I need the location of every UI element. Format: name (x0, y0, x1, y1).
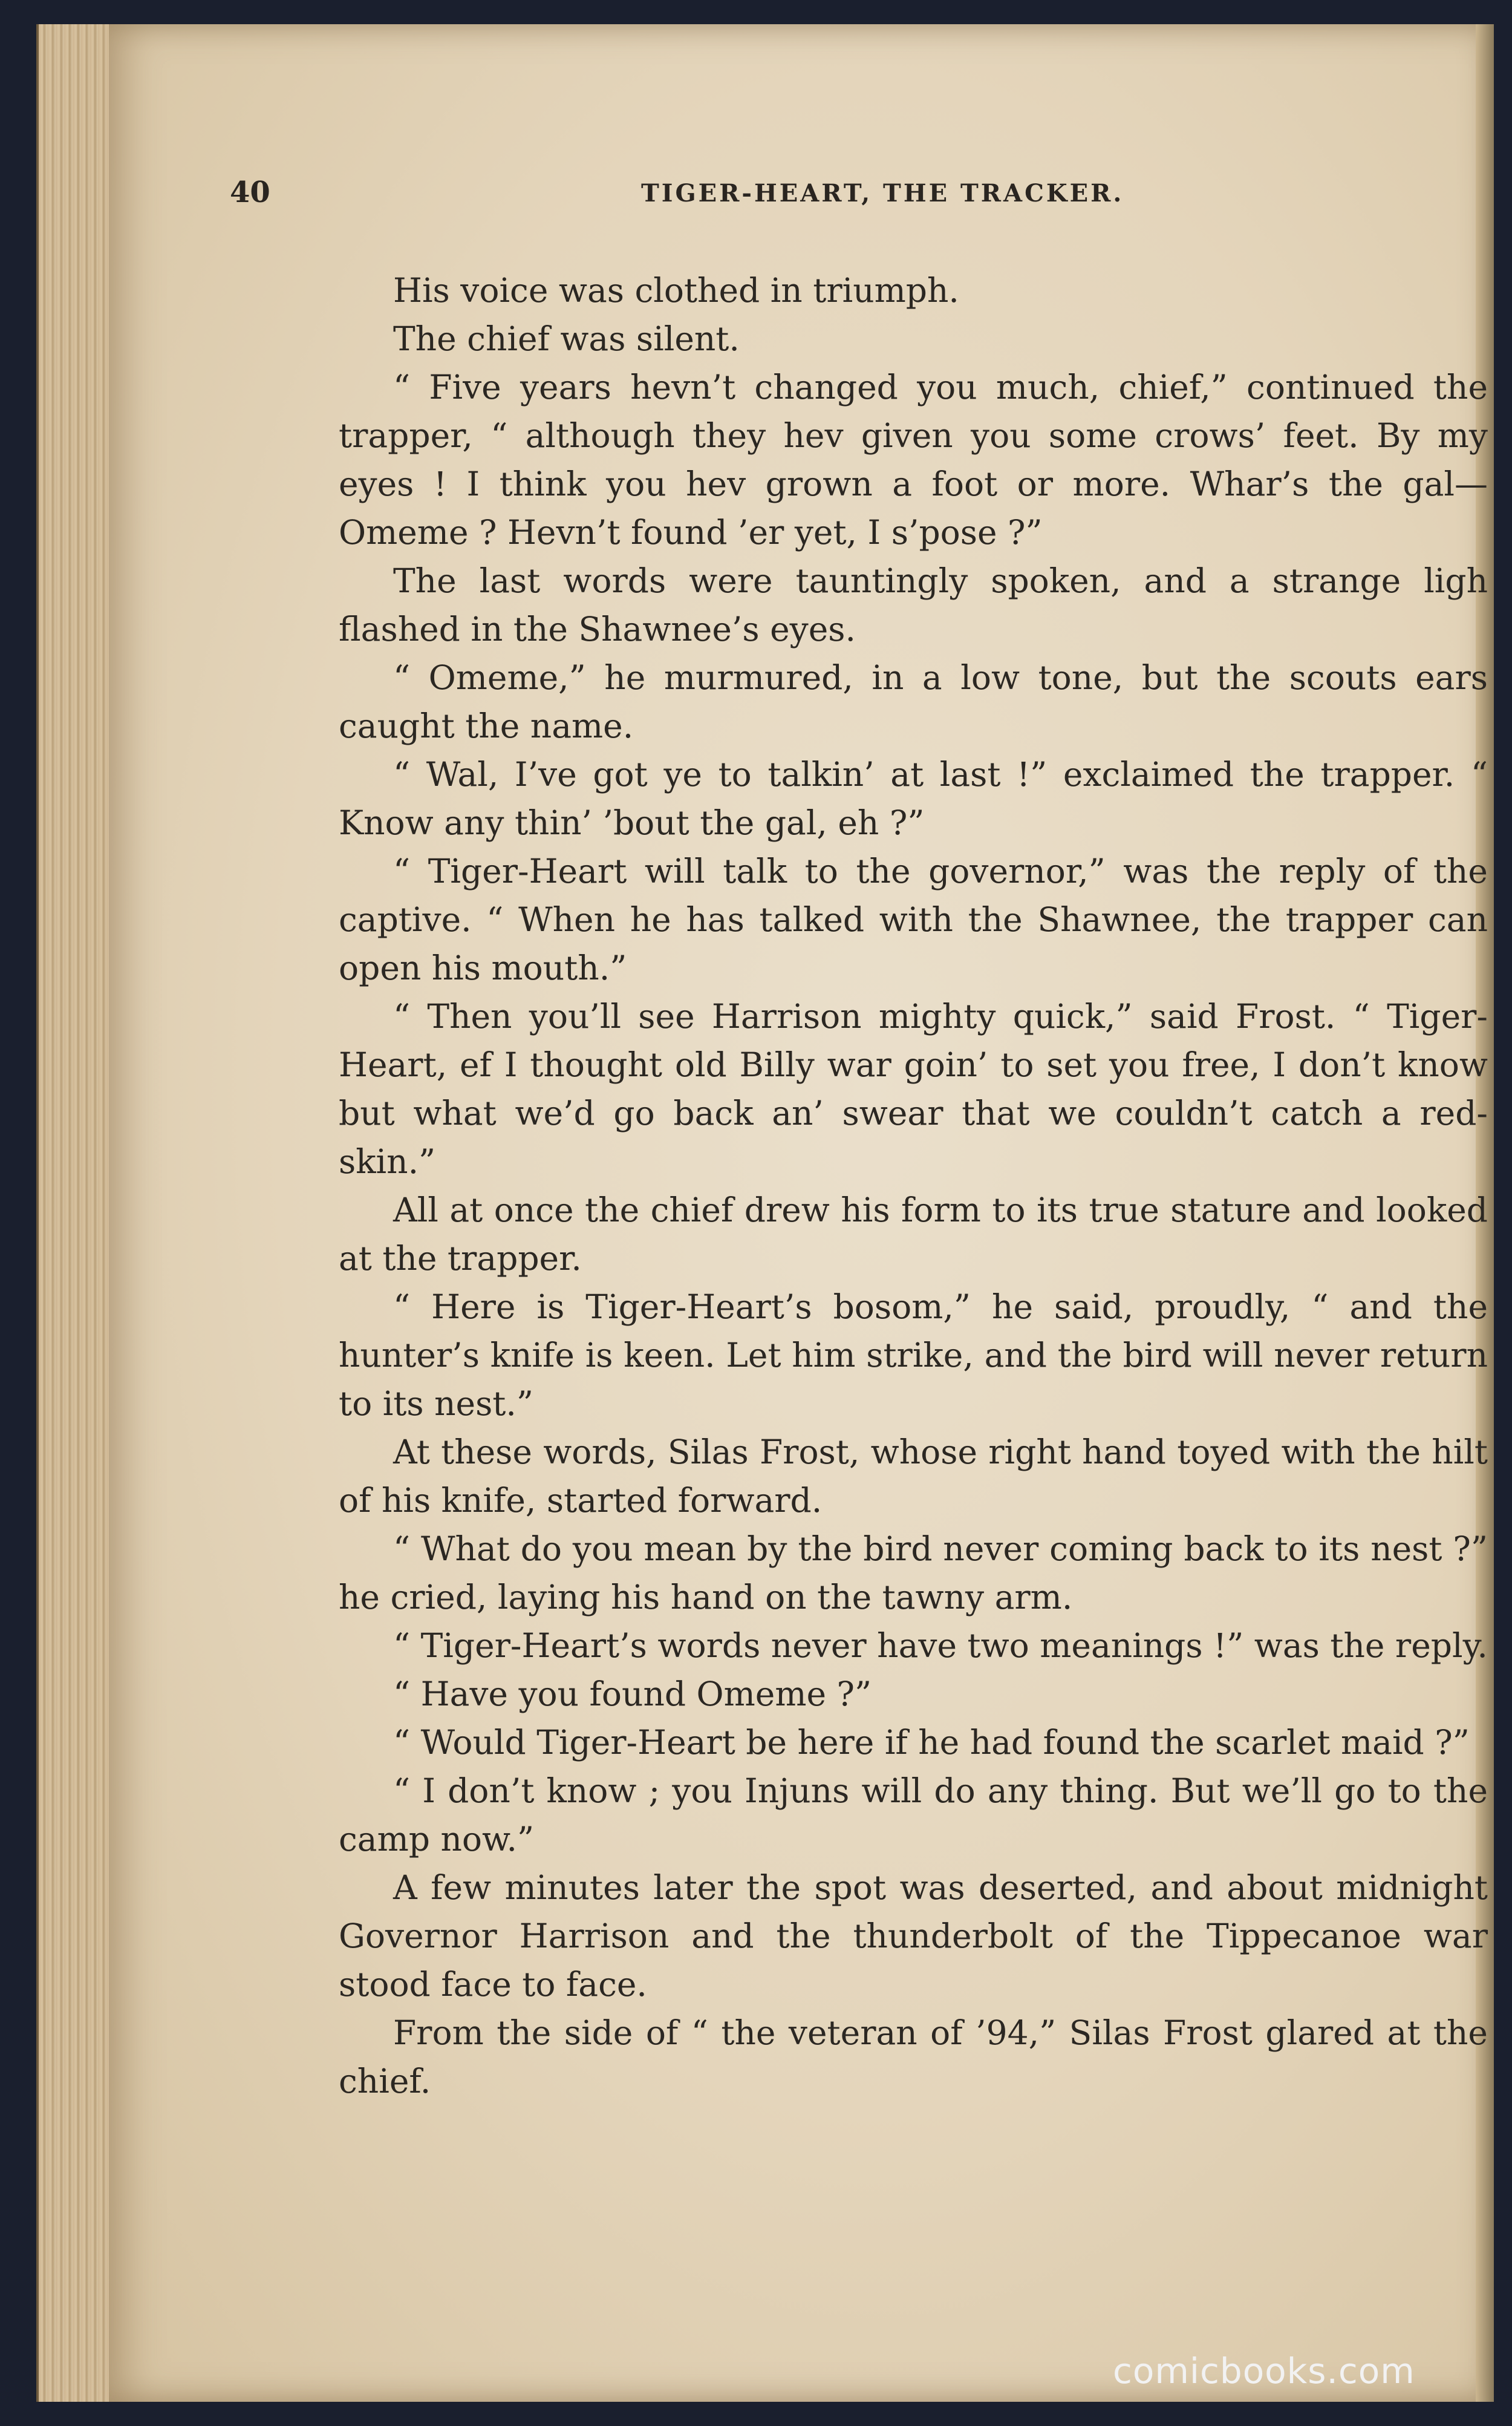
watermark-text: comicbooks.com (1113, 2350, 1415, 2392)
paragraph: The last words were tauntingly spoken, and a strange ligh flashed in the Shawnee’s eyes. (339, 561, 1488, 649)
paragraph: “ Omeme,” he murmured, in a low tone, but the scouts ears caught the name. (339, 658, 1488, 745)
paragraph: At these words, Silas Frost, whose right hand toyed with the hilt of his knife, started forward. (339, 1433, 1488, 1520)
running-title: TIGER-HEART, THE TRACKER. (641, 179, 1124, 208)
page-number: 40 (230, 175, 270, 209)
paragraph: His voice was clothed in triumph. (393, 271, 959, 310)
paragraph: A few minutes later the spot was deserted, and about midnight Governor Harrison and the thunderbolt of the Tippecanoe war stood face to face. (339, 1868, 1488, 2004)
paragraph: The chief was silent. (393, 319, 740, 358)
paragraph: “ Wal, I’ve got ye to talkin’ at last !” exclaimed the trapper. “ Know any thin’ ’bout the gal, eh ?” (339, 755, 1488, 842)
paragraph: “ Tiger-Heart will talk to the governor,” was the reply of the captive. “ When he has talked with the Shawnee, the trapper can open his mouth.” (339, 852, 1488, 987)
paragraph: “ I don’t know ; you Injuns will do any thing. But we’ll go to the camp now.” (339, 1771, 1488, 1859)
paragraph: “ What do you mean by the bird never coming back to its nest ?” he cried, laying his hand on the tawny arm. (339, 1529, 1488, 1617)
body-text (339, 266, 1488, 2105)
running-head (230, 175, 1258, 224)
paragraph: “ Here is Tiger-Heart’s bosom,” he said, proudly, “ and the hunter’s knife is keen. Let him strike, and the bird will never return to its nest.” (339, 1287, 1488, 1423)
paragraph: “ Have you found Omeme ?” (393, 1675, 872, 1713)
paragraph: “ Five years hevn’t changed you much, chief,” continued the trapper, “ although they hev given you some crows’ feet. By my eyes ! I think you hev grown a foot or more. Whar’s the gal—Omeme ? Hevn’t found ’er yet, I s’pose ?” (339, 368, 1488, 552)
paragraph: “ Tiger-Heart’s words never have two meanings !” was the reply. (393, 1626, 1488, 1665)
paragraph: From the side of “ the veteran of ’94,” Silas Frost glared at the chief. (339, 2013, 1488, 2101)
paragraph: “ Would Tiger-Heart be here if he had found the scarlet maid ?” (393, 1723, 1470, 1762)
paragraph: “ Then you’ll see Harrison mighty quick,” said Frost. “ Tiger-Heart, ef I thought old Billy war goin’ to set you free, I don’t know but what we’d go back an’ swear that we couldn’t catch a red-skin.” (339, 997, 1488, 1181)
paragraph: All at once the chief drew his form to its true stature and looked at the trapper. (339, 1191, 1488, 1278)
